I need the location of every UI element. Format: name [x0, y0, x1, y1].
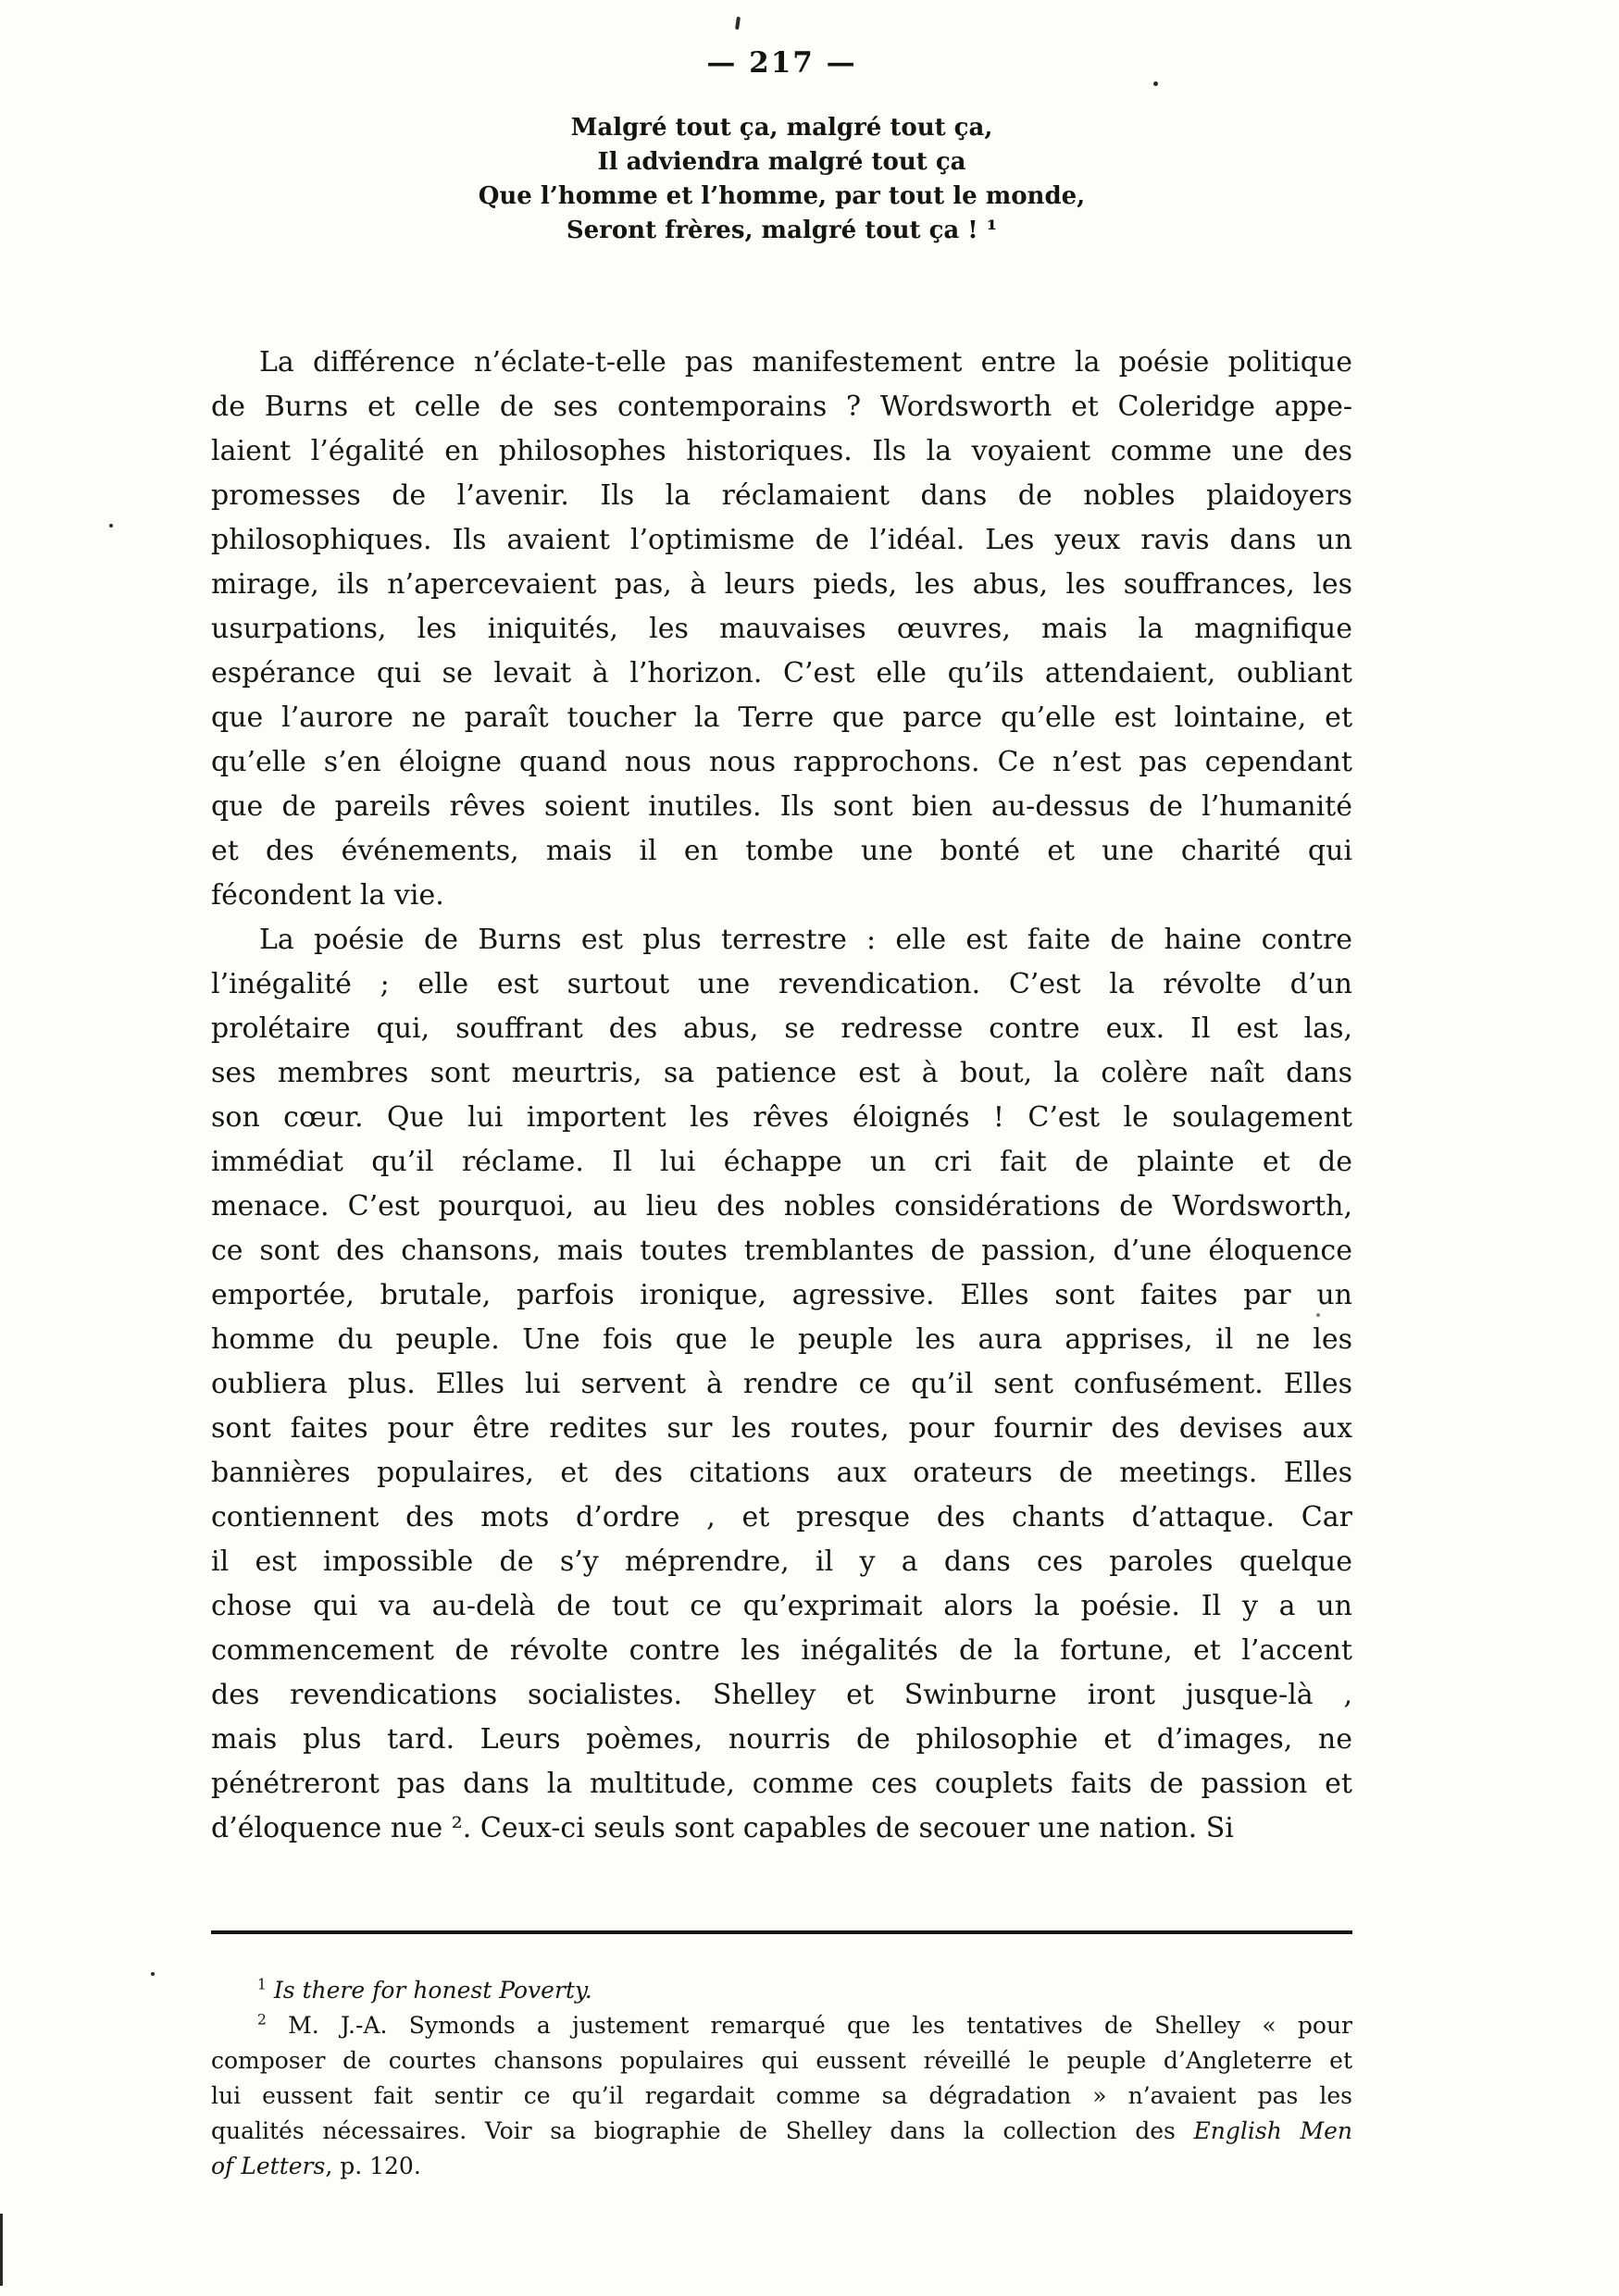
text-line: ce sont des chansons, mais toutes tremblantes de passion, d’une éloquence: [211, 1235, 1352, 1267]
text-column: [211, 0, 1352, 2184]
footnote-2-italic: of Letters: [211, 2153, 326, 2179]
scan-artifact: [109, 524, 113, 527]
text-line: fécondent la vie.: [211, 879, 444, 912]
text-line: des revendications socialistes. Shelley et Swinburne iront jusque-là ,: [211, 1679, 1352, 1711]
text-line: La poésie de Burns est plus terrestre : elle est faite de haine contre: [259, 924, 1352, 956]
text-line: homme du peuple. Une fois que le peuple les aura apprises, il ne les: [211, 1323, 1352, 1356]
text-line: immédiat qu’il réclame. Il lui échappe un cri fait de plainte et de: [211, 1146, 1352, 1178]
page-number: — 217 —: [706, 46, 857, 80]
text-line: prolétaire qui, souffrant des abus, se redresse contre eux. Il est las,: [211, 1012, 1352, 1045]
verse-line: Malgré tout ça, malgré tout ça,: [570, 114, 993, 142]
text-line: l’inégalité ; elle est surtout une revendication. C’est la révolte d’un: [211, 968, 1352, 1000]
text-line: philosophiques. Ils avaient l’optimisme de l’idéal. Les yeux ravis dans un: [211, 524, 1352, 556]
footnote-1-marker: 1: [257, 1976, 267, 1993]
footnote-1-text: Is there for honest Poverty.: [273, 1977, 592, 2004]
footnotes: [211, 1973, 1352, 2184]
text-line: ses membres sont meurtris, sa patience est à bout, la colère naît dans: [211, 1057, 1352, 1089]
text-line: d’éloquence nue ². Ceux-ci seuls sont capables de secouer une nation. Si: [211, 1812, 1234, 1844]
footnote-2-line: [211, 2043, 1352, 2079]
text-line: de Burns et celle de ses contemporains ? Wordsworth et Coleridge appe-: [211, 391, 1352, 423]
scan-artifact: [0, 2214, 3, 2286]
verse-quote: [211, 111, 1352, 248]
footnote-2-italic: English Men: [1193, 2117, 1352, 2144]
footnote-2-text: composer de courtes chansons populaires qui eussent réveillé le peuple d’Angleterre et: [211, 2047, 1352, 2074]
text-line: commencement de révolte contre les inégalités de la fortune, et l’accent: [211, 1634, 1352, 1667]
scan-artifact: [151, 1972, 155, 1976]
footnote-2-text: M. J.-A. Symonds a justement remarqué que les tentatives de Shelley « pour: [266, 2012, 1352, 2039]
text-line: usurpations, les iniquités, les mauvaises œuvres, mais la magnifique: [211, 613, 1352, 645]
footnote-2-line: [211, 2079, 1352, 2114]
footnote-2-line: [211, 2149, 1352, 2184]
footnote-2-line: [211, 2114, 1352, 2149]
verse-line: Il adviendra malgré tout ça: [597, 148, 966, 176]
text-line: oubliera plus. Elles lui servent à rendre ce qu’il sent confusément. Elles: [211, 1368, 1352, 1400]
text-line: mirage, ils n’apercevaient pas, à leurs pieds, les abus, les souffrances, les: [211, 568, 1352, 601]
paragraph-2: [211, 918, 1352, 1851]
verse-line: Que l’homme et l’homme, par tout le monde,: [478, 182, 1086, 210]
text-line: laient l’égalité en philosophes historiques. Ils la voyaient comme une des: [211, 435, 1352, 467]
verse-line: Seront frères, malgré tout ça ! ¹: [566, 217, 998, 244]
footnote-divider: [211, 1930, 1352, 1934]
footnote-2-marker: 2: [257, 2011, 267, 2029]
text-line: sont faites pour être redites sur les routes, pour fournir des devises aux: [211, 1412, 1352, 1445]
text-line: La différence n’éclate-t-elle pas manifestement entre la poésie politique: [259, 346, 1352, 379]
text-line: que de pareils rêves soient inutiles. Ils sont bien au-dessus de l’humanité: [211, 790, 1352, 823]
footnote-2-text: , p. 120.: [325, 2153, 421, 2179]
text-line: emportée, brutale, parfois ironique, agressive. Elles sont faites par un: [211, 1279, 1352, 1311]
footnote-2-text: lui eussent fait sentir ce qu’il regardait comme sa dégradation » n’avaient pas les: [211, 2082, 1352, 2109]
footnote-2-text: qualités nécessaires. Voir sa biographie de Shelley dans la collection des: [211, 2117, 1194, 2144]
text-line: espérance qui se levait à l’horizon. C’est elle qu’ils attendaient, oubliant: [211, 657, 1352, 689]
text-line: et des événements, mais il en tombe une bonté et une charité qui: [211, 835, 1352, 867]
text-line: chose qui va au-delà de tout ce qu’exprimait alors la poésie. Il y a un: [211, 1590, 1352, 1622]
footnote-2-line: [211, 2008, 1352, 2043]
text-line: mais plus tard. Leurs poèmes, nourris de philosophie et d’images, ne: [211, 1723, 1352, 1756]
footnote-1: [211, 1973, 1352, 2008]
text-line: bannières populaires, et des citations aux orateurs de meetings. Elles: [211, 1457, 1352, 1489]
paragraph-1: [211, 341, 1352, 918]
text-line: pénétreront pas dans la multitude, comme ces couplets faits de passion et: [211, 1768, 1352, 1800]
text-line: son cœur. Que lui importent les rêves éloignés ! C’est le soulagement: [211, 1101, 1352, 1134]
text-line: il est impossible de s’y méprendre, il y a dans ces paroles quelque: [211, 1545, 1352, 1578]
text-line: promesses de l’avenir. Ils la réclamaient dans de nobles plaidoyers: [211, 479, 1352, 512]
text-line: que l’aurore ne paraît toucher la Terre que parce qu’elle est lointaine, et: [211, 701, 1352, 734]
text-line: menace. C’est pourquoi, au lieu des nobles considérations de Wordsworth,: [211, 1190, 1352, 1222]
text-line: qu’elle s’en éloigne quand nous nous rapprochons. Ce n’est pas cependant: [211, 746, 1352, 778]
text-line: contiennent des mots d’ordre , et presque des chants d’attaque. Car: [211, 1501, 1352, 1533]
